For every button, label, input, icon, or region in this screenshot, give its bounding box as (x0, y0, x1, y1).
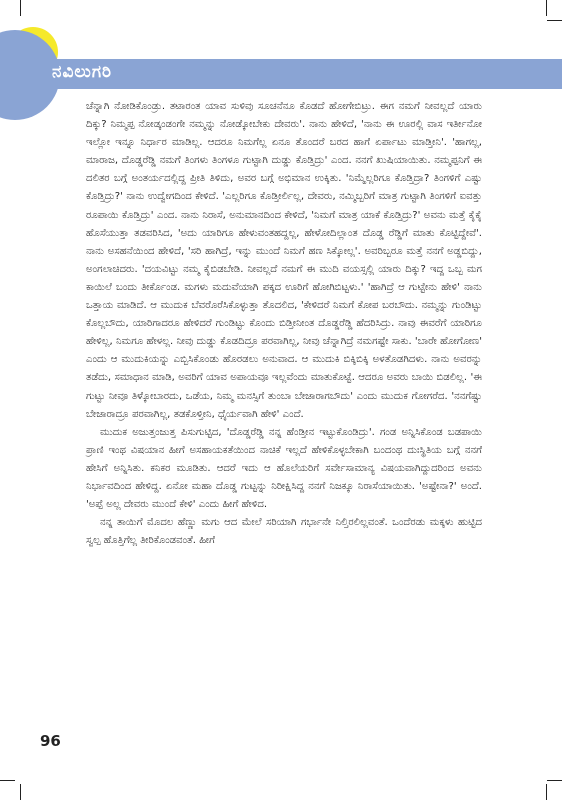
crop-mark-top-right-v (546, 0, 547, 16)
paragraph: ಚೆನ್ನಾಗಿ ನೋಡಿಕೊಂಡ್ರು. ತಟಾರಂತ ಯಾವ ಸುಳಿವು ಸೂಚನೆನೂ ಕೊಡದೆ ಹೋಗೇಬಿಟ್ರು. ಈಗ ನಮಗೆ ನೀವಲ್ಲದೆ ಯಾರು ದಿಕ್ಕು? ನಿಮ್ಮಪ್ಪ ನೋಡ್ಕಂಡಂಗೇ ನಮ್ಮನ್ನು ನೋಡ್ಕೋಬೇಕು ದೇವರು'. ನಾನು ಹೇಳಿದೆ, 'ನಾನು ಈ ಊರಲ್ಲಿ ವಾಸ ಇರ್ತೀನೋ ಇಲ್ಲೋ ಇನ್ನೂ ನಿರ್ಧಾರ ಮಾಡಿಲ್ಲ. ಆದರೂ ನಿಮಗೆಲ್ಲ ಏನೂ ತೊಂದರೆ ಬರದ ಹಾಗೆ ಏರ್ಪಾಟು ಮಾಡ್ತೀನಿ'. 'ಹಾಗಲ್ಲ, ಮಾರಾಜ, ದೊಡ್ಡರೆಡ್ಡಿ ನಮಗೆ ತಿಂಗಳು ತಿಂಗಳೂ ಗುಟ್ಟಾಗಿ ದುಡ್ಡು ಕೊಡ್ತಿದ್ರು' ಎಂದ. ನನಗೆ ಖುಷಿಯಾಯಿತು. ನಮ್ಮಪ್ಪನಿಗೆ ಈ ದಲಿತರ ಬಗ್ಗೆ ಅಂತರ್ಯದಲ್ಲಿದ್ದ ಪ್ರೀತಿ ತಿಳಿದು, ಅವರ ಬಗ್ಗೆ ಅಭಿಮಾನ ಉಕ್ಕಿತು. 'ನಿಮ್ಮೆಲ್ಲರಿಗೂ ಕೊಡ್ತಿದ್ರಾ? ತಿಂಗಳಿಗೆ ಎಷ್ಟು ಕೊಡ್ತಿದ್ರು?' ನಾನು ಉದ್ವೇಗದಿಂದ ಕೇಳಿದೆ. 'ಎಲ್ಲರಿಗೂ ಕೊಡ್ತೀರ್ಲಿಲ್ಲ, ದೇವರು, ನಮ್ಮಿಬ್ಬರಿಗೆ ಮಾತ್ರ ಗುಟ್ಟಾಗಿ ತಿಂಗಳಿಗೆ ಐವತ್ತು ರೂಪಾಯಿ ಕೊಡ್ತಿದ್ರು' ಎಂದ. ನಾನು ನಿರಾಸೆ, ಅನುಮಾನದಿಂದ ಕೇಳಿದೆ, 'ನಿಮಗೆ ಮಾತ್ರ ಯಾಕೆ ಕೊಡ್ತಿದ್ರು?' ಅವನು ಮತ್ತೆ ಕೈಕೈ ಹೊಸೆಯುತ್ತಾ ತಡವರಿಸಿದ, 'ಅದು ಯಾರಿಗೂ ಹೇಳುವಂತಹದ್ದಲ್ಲ, ಹೇಳೋದಿಲ್ಲಾಂತ ದೊಡ್ಡ ರೆಡ್ಡಿಗೆ ಮಾತು ಕೊಟ್ಟಿದ್ದೇವೆ'. ನಾನು ಅಸಹನೆಯಿಂದ ಹೇಳಿದೆ, 'ಸರಿ ಹಾಗಿದ್ರೆ, ಇನ್ನು ಮುಂದೆ ನಿಮಗೆ ಹಣ ಸಿಕ್ಕೋಲ್ಲ'. ಅವರಿಬ್ಬರೂ ಮತ್ತೆ ನನಗೆ ಅಡ್ಡಬಿದ್ದು, ಅಂಗಲಾಚಿದರು. 'ದಯವಿಟ್ಟು ನಮ್ಮ ಕೈಬಿಡಬೇಡಿ. ನೀವಲ್ಲದೆ ನಮಗೆ ಈ ಮುದಿ ವಯಸ್ಸಲ್ಲಿ ಯಾರು ದಿಕ್ಕು? ಇದ್ದ ಒಬ್ಬ ಮಗ ಕಾಯಿಲೆ ಬಂದು ತೀರ್ಕೊಂಡ. ಮಗಳು ಮದುವೆಯಾಗಿ ಪಕ್ಕದ ಊರಿಗೆ ಹೋಗಿಬಿಟ್ಟಳು.' 'ಹಾಗಿದ್ರೆ ಆ ಗುಟ್ಟೇನು ಹೇಳಿ' ನಾನು ಒತ್ತಾಯ ಮಾಡಿದೆ. ಆ ಮುದುಕ ಬೆವರೊರೆಸಿಕೊಳ್ಳುತ್ತಾ ತೊದಲಿದ, 'ಕೇಳಿದರೆ ನಿಮಗೆ ಕೋಪ ಬರಬೌದು. ನಮ್ಮನ್ನು ಗುಂಡಿಟ್ಟು ಕೊಲ್ಲಬೌದು, ಯಾರಿಗಾದರೂ ಹೇಳಿದರೆ ಗುಂಡಿಟ್ಟು ಕೊಂದು ಬಿಡ್ತೀನೀಂತ ದೊಡ್ಡರೆಡ್ಡಿ ಹೆದರಿಸಿದ್ರು. ನಾವು ಈವರೆಗೆ ಯಾರಿಗೂ ಹೇಳಿಲ್ಲ, ನಿಮಗೂ ಹೇಳಲ್ಲ. ನೀವು ದುಡ್ಡು ಕೊಡದಿದ್ರೂ ಪರವಾಗಿಲ್ಲ, ನೀವು ಚೆನ್ನಾಗಿದ್ರೆ ನಮಗಷ್ಟೇ ಸಾಕು. 'ಬಾರೇ ಹೋಗೋಣ' ಎಂದು ಆ ಮುದುಕಿಯನ್ನು ಎಬ್ಬಿಸಿಕೊಂಡು ಹೊರಡಲು ಅನುವಾದ. ಆ ಮುದುಕಿ ಬಿಕ್ಕಿಬಿಕ್ಕಿ ಅಳತೊಡಗಿದಳು. ನಾನು ಅವರನ್ನು ತಡೆದು, ಸಮಾಧಾನ ಮಾಡಿ, ಅವರಿಗೆ ಯಾವ ಅಪಾಯವೂ ಇಲ್ಲವೆಂದು ಮಾತುಕೊಟ್ಟೆ. ಆದರೂ ಅವರು ಬಾಯಿ ಬಿಡಲಿಲ್ಲ. 'ಈ ಗುಟ್ಟು ನೀವೂ ತಿಳ್ಕೋಬಾರದು, ಒಡೆಯ, ನಿಮ್ಮ ಮನಸ್ಸಿಗೆ ತುಂಬಾ ಬೇಜಾರಾಗಬೌದು' ಎಂದು ಮುದುಕ ಗೋಗರೆದ. 'ನನಗೆಷ್ಟು ಬೇಜಾರಾದ್ರೂ ಪರವಾಗಿಲ್ಲ, ತಡಕೊಳ್ತೀನಿ, ಧೈರ್ಯವಾಗಿ ಹೇಳಿ' ಎಂದೆ. (86, 101, 482, 420)
crop-mark-bottom-left-h (0, 780, 15, 781)
crop-mark-bottom-left-v (20, 784, 21, 800)
paragraph: ಮುದುಕ ಅಜುತ್ತಂಜುತ್ತ ಪಿಸುಗುಟ್ಟಿದ, 'ದೊಡ್ಡರೆಡ್ಡಿ ನನ್ನ ಹೆಂಡ್ತೀನ ಇಟ್ಟುಕೊಂಡಿದ್ರು'. ಗಂಡ ಅನ್ನಿಸಿಕೊಂಡ ಬಡಪಾಯಿ ಪ್ರಾಣಿ ಇಂಥ ವಿಷಯಾನ ಹೀಗೆ ಅಸಹಾಯಕತೆಯಿಂದ ನಾಚಿಕೆ ಇಲ್ಲದೆ ಹೇಳಿಕೊಳ್ಳಬೇಕಾಗಿ ಬಂದಂಥ ದುಃಸ್ಥಿತಿಯ ಬಗ್ಗೆ ನನಗೆ ಹೇಸಿಗೆ ಅನ್ನಿಸಿತು. ಕನಿಕರ ಮೂಡಿತು. ಆದರೆ ಇದು ಆ ಹೊಲೆಯರಿಗೆ ಸರ್ವೇಸಾಮಾನ್ಯ ವಿಷಯವಾಗಿದ್ದುದರಿಂದ ಅವನು ನಿರ್ಭಾವದಿಂದ ಹೇಳಿದ್ದ. ಏನೋ ಮಹಾ ದೊಡ್ಡ ಗುಟ್ಟನ್ನು ನಿರೀಕ್ಷಿಸಿದ್ದ ನನಗೆ ನಿಜಕ್ಕೂ ನಿರಾಸೆಯಾಯಿತು. 'ಅಷ್ಟೇನಾ?' ಅಂದೆ. 'ಅಪ್ಪೆ ಅಲ್ಲ ದೇವರು ಮುಂದೆ ಕೇಳಿ' ಎಂದು ಹೀಗೆ ಹೇಳಿದ. (86, 426, 482, 511)
crop-mark-top-left-v (20, 0, 21, 16)
page-body (86, 98, 482, 550)
crop-mark-bottom-right-v (546, 784, 547, 800)
crop-mark-top-right-h (547, 20, 562, 21)
paragraph: ನನ್ನ ತಾಯಿಗೆ ಮೊದಲ ಹೆಣ್ಣು ಮಗು ಆದ ಮೇಲೆ ಸರಿಯಾಗಿ ಗರ್ಭಾನೇ ನಿಲ್ತಿರಲಿಲ್ಲವಂತೆ. ಒಂದೆರಡು ಮಕ್ಕಳು ಹುಟ್ಟಿದ ಸ್ವಲ್ಪ ಹೊತ್ತಿಗೆಲ್ಲ ತೀರಿಕೊಂಡವಂತೆ. ಹೀಗೆ (86, 517, 482, 547)
crop-mark-bottom-right-h (547, 780, 562, 781)
section-title: ನವಿಲುಗರಿ (52, 62, 113, 82)
page-number: 96 (40, 732, 61, 750)
